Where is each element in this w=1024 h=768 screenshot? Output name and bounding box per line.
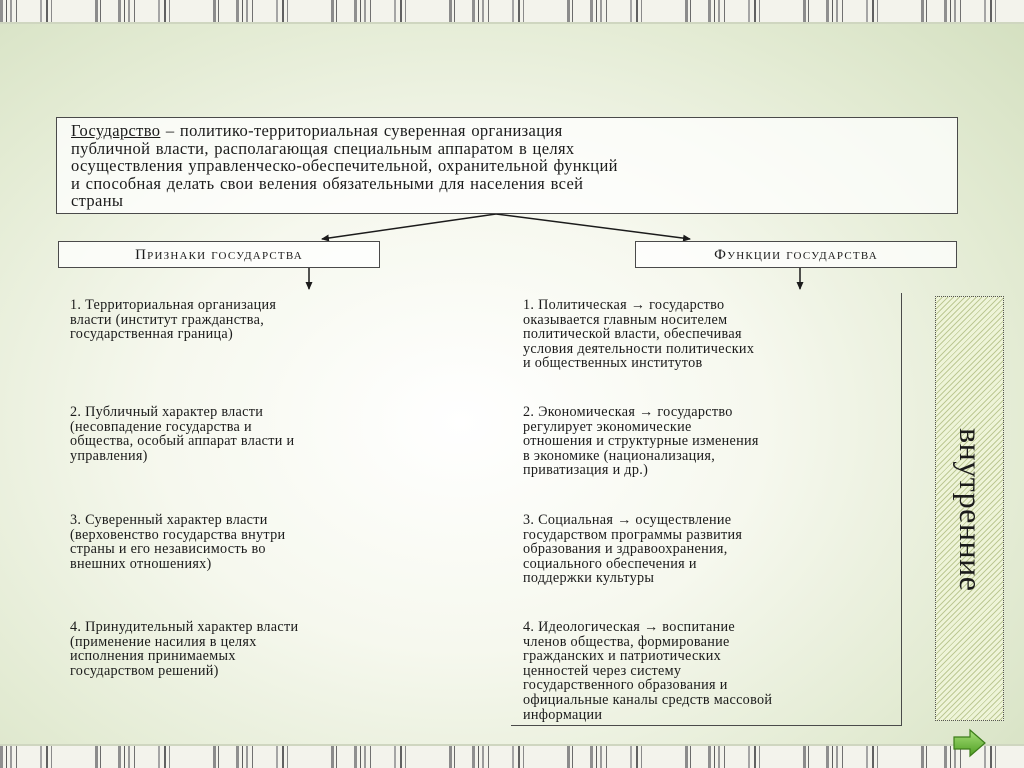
function-3-line-3: образования и здравоохранения,	[523, 541, 728, 558]
feature-item-4	[70, 620, 298, 678]
feature-item-2	[70, 405, 294, 463]
feature-4-line-3: исполнения принимаемых	[70, 648, 236, 665]
feature-2-line-4: управления)	[70, 447, 148, 464]
function-4-line-7: информации	[523, 706, 603, 723]
definition-line-2: публичной власти, располагающая специальным аппаратом в целях	[71, 138, 575, 158]
feature-4-line-2: (применение насилия в целях	[70, 633, 257, 650]
function-1-line-3: политической власти, обеспечивая	[523, 326, 742, 343]
feature-3-line-4: внешних отношениях)	[70, 555, 212, 572]
function-3-line-5: поддержки культуры	[523, 570, 655, 587]
internal-functions-label-box	[935, 296, 1004, 721]
function-2-line-5: приватизация и др.)	[523, 462, 649, 479]
feature-1-line-1: 1. Территориальная организация	[70, 297, 277, 313]
feature-4-line-1: 4. Принудительный характер власти	[70, 619, 299, 635]
function-2-line-3: отношения и структурные изменения	[523, 433, 759, 450]
arrow-to-features	[322, 214, 496, 239]
function-4-line-5: государственного образования и	[523, 677, 728, 694]
function-2-line-1: 2. Экономическая → государство	[523, 404, 733, 420]
feature-item-1	[70, 298, 276, 342]
function-2-line-4: в экономике (национализация,	[523, 447, 716, 464]
function-3-line-1: 3. Социальная → осуществление	[523, 512, 732, 528]
function-2-line-2: регулирует экономические	[523, 418, 692, 435]
function-item-3	[523, 513, 742, 586]
feature-3-line-3: страны и его независимость во	[70, 541, 266, 558]
feature-2-line-1: 2. Публичный характер власти	[70, 404, 264, 420]
function-4-line-2: членов общества, формирование	[523, 633, 730, 650]
function-4-line-3: гражданских и патриотических	[523, 648, 722, 665]
feature-4-line-4: государством решений)	[70, 662, 219, 679]
definition-line-3: осуществления управленческо-обеспечительной, охранительной функций	[71, 156, 618, 176]
functions-heading: Функции государства	[635, 241, 957, 268]
feature-1-line-2: власти (институт гражданства,	[70, 311, 265, 328]
function-3-line-4: социального обеспечения и	[523, 555, 697, 572]
function-1-line-1: 1. Политическая → государство	[523, 297, 725, 313]
function-4-line-1: 4. Идеологическая → воспитание	[523, 619, 735, 635]
next-arrow-icon	[952, 727, 988, 759]
function-item-4	[523, 620, 772, 722]
arrow-to-functions	[496, 214, 690, 239]
feature-2-line-3: общества, особый аппарат власти и	[70, 433, 295, 450]
feature-1-line-3: государственная граница)	[70, 326, 234, 343]
function-1-line-2: оказывается главным носителем	[523, 311, 728, 328]
function-4-line-6: официальные каналы средств массовой	[523, 691, 773, 708]
function-item-2	[523, 405, 759, 478]
function-1-line-4: условия деятельности политических	[523, 340, 755, 357]
function-3-line-2: государством программы развития	[523, 526, 743, 543]
function-1-line-5: и общественных институтов	[523, 355, 703, 372]
internal-functions-label: внутренние	[953, 427, 989, 592]
definition-line-4: и способная делать свои веления обязательными для населения всей	[71, 173, 584, 193]
definition-line-1: – политико-территориальная суверенная организация	[160, 121, 563, 140]
next-slide-button[interactable]	[952, 727, 988, 759]
definition-box	[56, 117, 958, 214]
definition-text	[71, 122, 943, 210]
function-4-line-4: ценностей через систему	[523, 662, 682, 679]
feature-item-3	[70, 513, 285, 571]
function-item-1	[523, 298, 754, 371]
feature-3-line-2: (верховенство государства внутри	[70, 526, 286, 543]
definition-line-5: страны	[71, 191, 124, 211]
definition-term: Государство	[71, 121, 161, 140]
feature-3-line-1: 3. Суверенный характер власти	[70, 512, 268, 528]
features-heading: Признаки государства	[58, 241, 380, 268]
feature-2-line-2: (несовпадение государства и	[70, 418, 252, 435]
